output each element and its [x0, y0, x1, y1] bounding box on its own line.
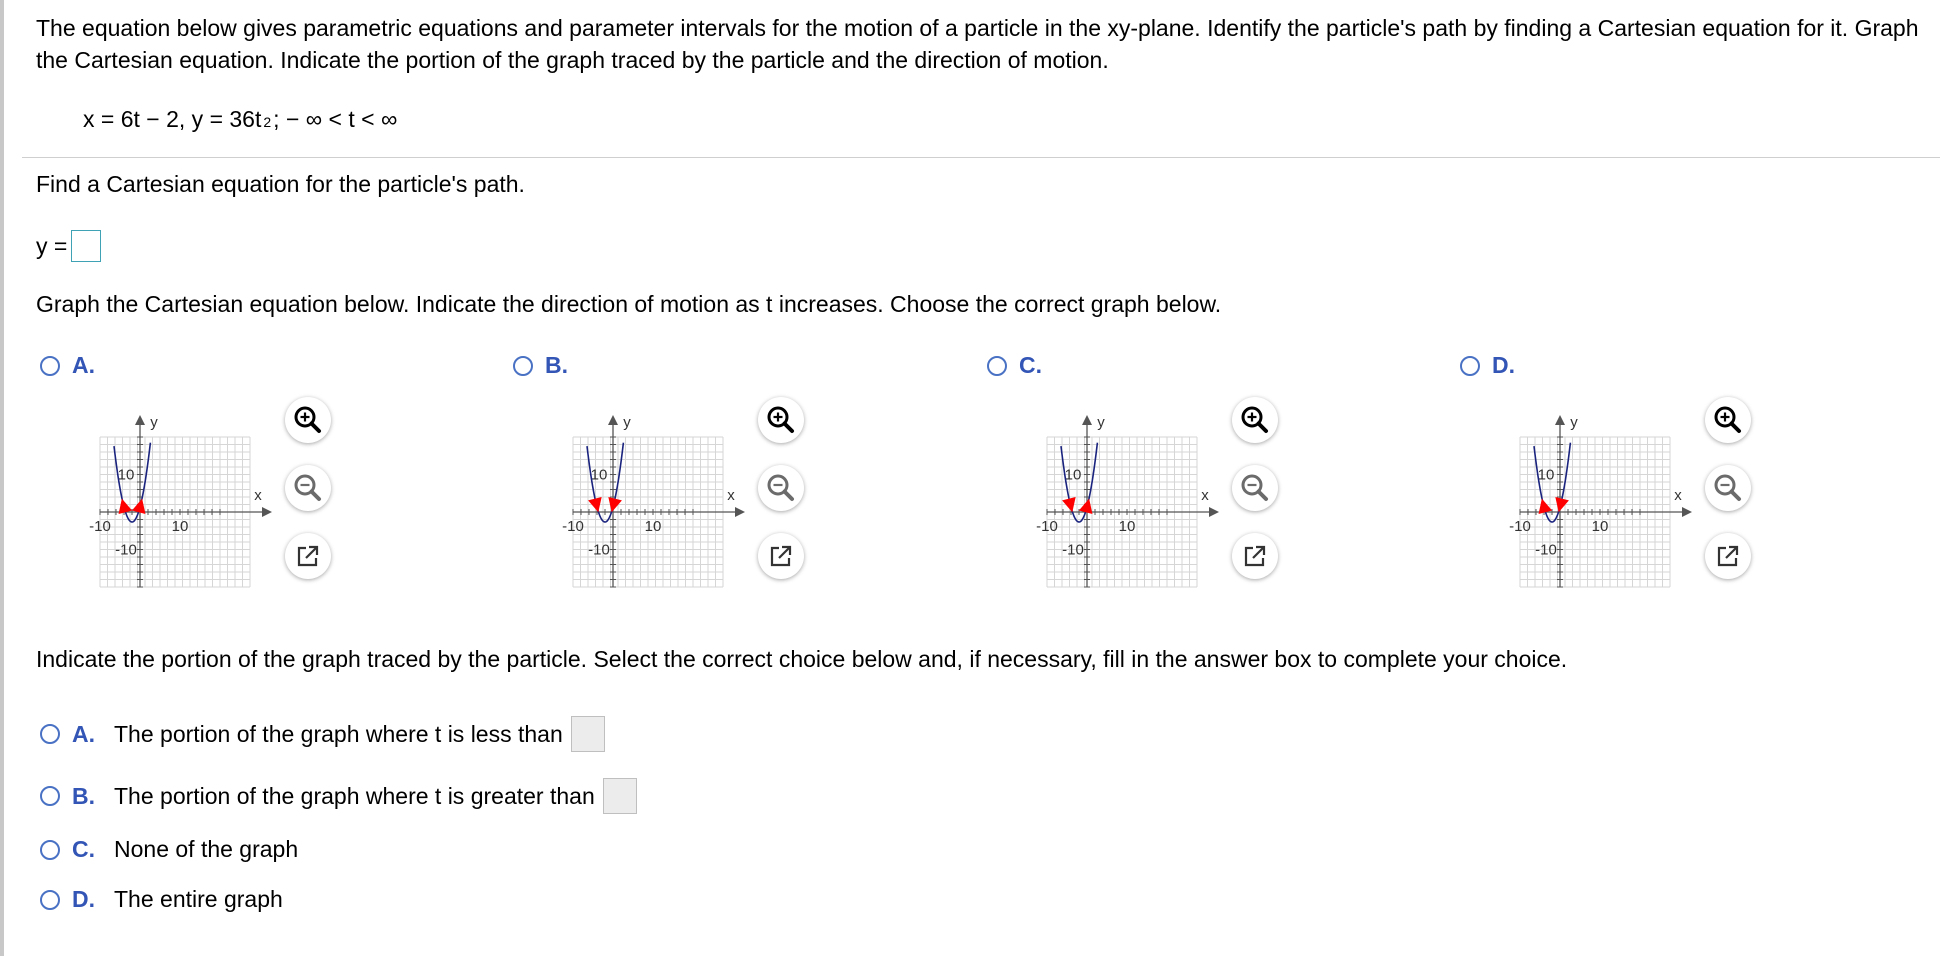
graph-option-c-radio[interactable] — [987, 356, 1007, 376]
graph-option-label: D. — [1492, 352, 1515, 378]
popout-icon — [1715, 543, 1741, 569]
portion-choice-a[interactable] — [40, 716, 605, 752]
y-tick-label-neg: -10 — [588, 541, 610, 559]
popout-button[interactable] — [758, 533, 804, 579]
graph-option-header[interactable] — [987, 352, 1042, 379]
y-axis-arrow — [1555, 415, 1565, 425]
zoom-in-icon — [1240, 405, 1270, 435]
y-axis-arrow — [135, 415, 145, 425]
x-tick-label-pos: 10 — [1591, 518, 1609, 535]
graph-option-label: C. — [1019, 352, 1042, 378]
divider — [22, 157, 1940, 158]
zoom-out-button[interactable] — [1232, 465, 1278, 511]
x-axis-arrow — [1682, 507, 1692, 517]
cartesian-answer-row — [36, 230, 101, 262]
y-axis-arrow — [1082, 415, 1092, 425]
question-portion: Indicate the portion of the graph traced by the particle. Select the correct choice below and, if necessary, fill in the answer box to complete your choice. — [36, 646, 1568, 672]
x-tick-label-pos: 10 — [171, 518, 189, 535]
graph-plot — [70, 402, 300, 592]
x-axis-label: x — [1674, 487, 1682, 504]
portion-choice-b-radio[interactable] — [40, 786, 60, 806]
portion-choice-c-radio[interactable] — [40, 840, 60, 860]
graph-option-a[interactable] — [40, 352, 500, 592]
y-axis-arrow — [608, 415, 618, 425]
t-less-than-input[interactable] — [571, 716, 605, 752]
popout-button[interactable] — [285, 533, 331, 579]
x-tick-label-neg: -10 — [562, 518, 584, 535]
x-tick-label-pos: 10 — [1118, 518, 1136, 535]
choice-label: D. — [72, 886, 95, 912]
y-axis-label: y — [1097, 414, 1105, 431]
graph-option-b-radio[interactable] — [513, 356, 533, 376]
portion-choice-c[interactable] — [40, 836, 298, 863]
y-tick-label-neg: -10 — [115, 541, 137, 559]
zoom-in-icon — [766, 405, 796, 435]
x-axis-label: x — [1201, 487, 1209, 504]
y-axis-label: y — [150, 414, 158, 431]
choice-label: C. — [72, 836, 95, 862]
portion-choice-d[interactable] — [40, 886, 283, 913]
x-axis-arrow — [262, 507, 272, 517]
graph-option-header[interactable] — [1460, 352, 1515, 379]
x-axis-label: x — [254, 487, 262, 504]
graph-plot — [1017, 402, 1247, 592]
x-axis-label: x — [727, 487, 735, 504]
y-tick-label-pos: 10 — [1064, 466, 1082, 484]
zoom-out-icon — [1713, 473, 1743, 503]
y-tick-label-neg: -10 — [1535, 541, 1557, 559]
y-tick-label-pos: 10 — [590, 466, 608, 484]
zoom-in-button[interactable] — [758, 397, 804, 443]
zoom-in-button[interactable] — [1705, 397, 1751, 443]
y-tick-label-pos: 10 — [117, 466, 135, 484]
graph-option-label: A. — [72, 352, 95, 378]
portion-choice-b[interactable] — [40, 778, 637, 814]
x-axis-arrow — [735, 507, 745, 517]
popout-icon — [295, 543, 321, 569]
graph-option-a-radio[interactable] — [40, 356, 60, 376]
graph-plot — [543, 402, 773, 592]
x-tick-label-neg: -10 — [89, 518, 111, 535]
choice-text: None of the graph — [114, 836, 299, 862]
x-tick-label-neg: -10 — [1509, 518, 1531, 535]
graph-option-d-radio[interactable] — [1460, 356, 1480, 376]
graph-option-b[interactable] — [513, 352, 973, 592]
popout-icon — [768, 543, 794, 569]
graph-plot — [1490, 402, 1720, 592]
equation-exponent: 2 — [263, 114, 272, 130]
zoom-out-icon — [766, 473, 796, 503]
choice-label: B. — [72, 782, 95, 809]
y-axis-label: y — [623, 414, 631, 431]
equation-main: x = 6t − 2, y = 36t — [83, 106, 262, 132]
popout-button[interactable] — [1232, 533, 1278, 579]
zoom-out-button[interactable] — [1705, 465, 1751, 511]
y-tick-label-neg: -10 — [1062, 541, 1084, 559]
popout-button[interactable] — [1705, 533, 1751, 579]
portion-choice-a-radio[interactable] — [40, 724, 60, 744]
t-greater-than-input[interactable] — [603, 778, 637, 814]
graph-option-label: B. — [545, 352, 568, 378]
y-axis-label: y — [1570, 414, 1578, 431]
cartesian-answer-input[interactable] — [71, 230, 101, 262]
x-tick-label-pos: 10 — [644, 518, 662, 535]
parametric-equation — [83, 106, 397, 133]
x-tick-label-neg: -10 — [1036, 518, 1058, 535]
choice-label: A. — [72, 720, 95, 747]
answer-prefix: y = — [36, 232, 68, 259]
y-tick-label-pos: 10 — [1537, 466, 1555, 484]
choice-text: The portion of the graph where t is greater than — [114, 782, 595, 809]
equation-interval: ; − ∞ < t < ∞ — [273, 106, 398, 132]
zoom-in-icon — [293, 405, 323, 435]
zoom-out-icon — [293, 473, 323, 503]
left-border — [0, 0, 4, 956]
graph-option-header[interactable] — [513, 352, 568, 379]
graph-option-c[interactable] — [987, 352, 1447, 592]
zoom-out-button[interactable] — [758, 465, 804, 511]
question-cartesian: Find a Cartesian equation for the particle's path. — [36, 171, 525, 197]
problem-statement: The equation below gives parametric equations and parameter intervals for the motion of a particle in the xy-plane. Identify the particle's path by finding a Cartesian equation for it. Graph the Cartesian equation. Indicate the portion of the graph traced by the particle and the direction of motion. — [36, 15, 1919, 73]
graph-option-header[interactable] — [40, 352, 95, 379]
portion-choice-d-radio[interactable] — [40, 890, 60, 910]
zoom-in-button[interactable] — [285, 397, 331, 443]
choice-text: The portion of the graph where t is less than — [114, 720, 563, 747]
x-axis-arrow — [1209, 507, 1219, 517]
choice-text: The entire graph — [114, 886, 283, 912]
zoom-in-icon — [1713, 405, 1743, 435]
question-graph: Graph the Cartesian equation below. Indicate the direction of motion as t increases. Choose the correct graph below. — [36, 291, 1222, 317]
graph-option-d[interactable] — [1460, 352, 1920, 592]
zoom-in-button[interactable] — [1232, 397, 1278, 443]
popout-icon — [1242, 543, 1268, 569]
zoom-out-icon — [1240, 473, 1270, 503]
zoom-out-button[interactable] — [285, 465, 331, 511]
